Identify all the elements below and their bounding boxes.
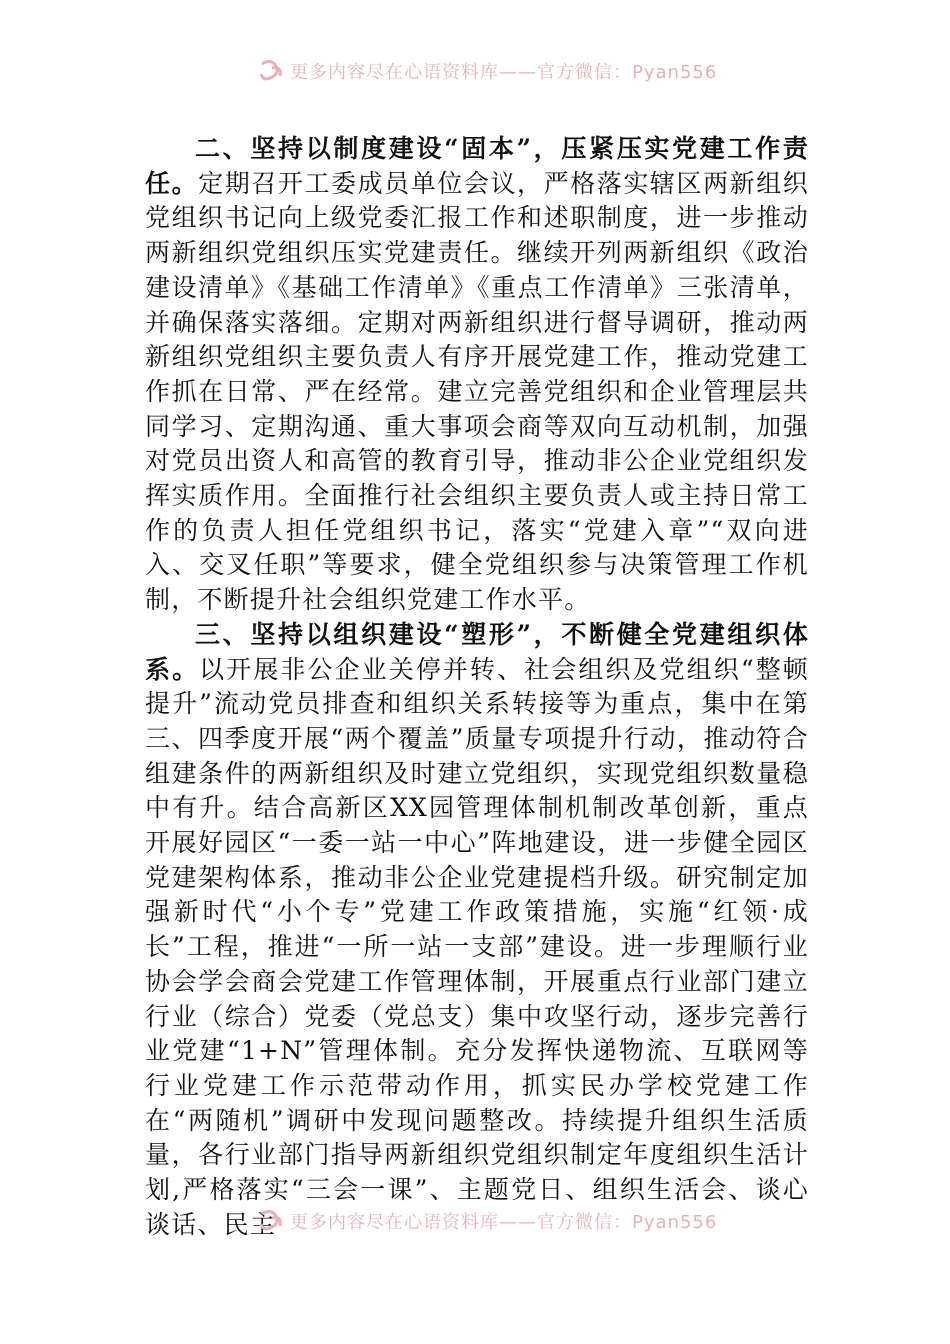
header-watermark: [258, 58, 717, 84]
document-body: [145, 132, 809, 1243]
section-2-heading: 二、坚持以制度建设“固本”，压紧压实党建工作责任。: [145, 134, 809, 198]
section-3-body: 以开展非公企业关停并转、社会组织及党组织“整顿提升”流动党员排查和组织关系转接等为重点，集中在第三、四季度开展“两个覆盖”质量专项提升行动，推动符合组建条件的两新组织及时建立党组织，实现党组织数量稳中有升。结合高新区XX园管理体制机制改革创新，重点开展好园区“一委一站一中心”阵地建设，进一步健全园区党建架构体系，推动非公企业党建提档升级。研究制定加强新时代“小个专”党建工作政策措施，实施“红领·成长”工程，推进“一所一站一支部”建设。进一步理顺行业协会学会商会党建工作管理体制，开展重点行业部门建立行业（综合）党委（党总支）集中攻坚行动，逐步完善行业党建“1+N”管理体制。充分发挥快递物流、互联网等行业党建工作示范带动作用，抓实民办学校党建工作在“两随机”调研中发现问题整改。持续提升组织生活质量，各行业部门指导两新组织党组织制定年度组织生活计划,严格落实“三会一课”、主题党日、组织生活会、谈心谈话、民主: [145, 654, 809, 1239]
footer-watermark: [258, 1208, 717, 1234]
watermark-text: 更多内容尽在心语资料库——官方微信：Pyan556: [290, 62, 718, 83]
section-3-heading: 三、坚持以组织建设“塑形”，不断健全党建组织体系。: [145, 619, 809, 684]
watermark-logo-icon: [258, 60, 284, 82]
paragraph-section-2: [145, 132, 809, 618]
watermark-text: 更多内容尽在心语资料库——官方微信：Pyan556: [290, 1212, 718, 1233]
section-2-body: 定期召开工委成员单位会议，严格落实辖区两新组织党组织书记向上级党委汇报工作和述职制度，进一步推动两新组织党组织压实党建责任。继续开列两新组织《政治建设清单》《基础工作清单》《重点工作清单》三张清单，并确保落实落细。定期对两新组织进行督导调研，推动两新组织党组织主要负责人有序开展党建工作，推动党建工作抓在日常、严在经常。建立完善党组织和企业管理层共同学习、定期沟通、重大事项会商等双向互动机制，加强对党员出资人和高管的教育引导，推动非公企业党组织发挥实质作用。全面推行社会组织主要负责人或主持日常工作的负责人担任党组织书记，落实“党建入章”“双向进入、交叉任职”等要求，健全党组织参与决策管理工作机制，不断提升社会组织党建工作水平。: [145, 168, 809, 615]
paragraph-section-3: [145, 618, 809, 1243]
watermark-logo-icon: [258, 1210, 284, 1232]
